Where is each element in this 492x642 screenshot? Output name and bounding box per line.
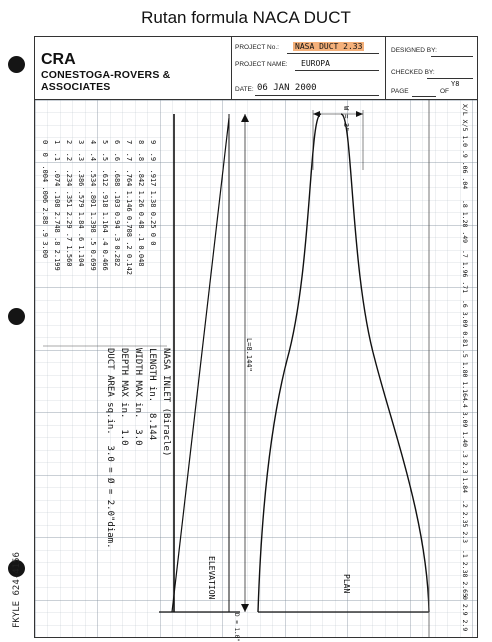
station-row-0: .9 .06 .04 [461,150,469,190]
notes-depth: DEPTH MAX in. 1.0 [119,348,129,446]
punch-hole-middle [8,308,25,325]
date-label: DATE: [235,86,254,93]
width-dimension: W = 3" [342,106,350,132]
station-row-4: .5 1.80 1.164 [461,350,469,401]
length-dimension: L=8.144" [245,338,253,372]
station-row-1: .8 1.28 .49 [461,200,469,244]
table-row-5: 5 .5 .612 .918 1.164 .4 0.466 [101,140,109,271]
project-no-value: NASA DUCT 2.33 [295,42,363,51]
sheet-header [35,37,477,100]
project-no-label: PROJECT No.: [235,44,279,51]
table-row-2: 2 .2 .234 .351 2.29 .7 1.560 [65,140,73,267]
table-row-0: 0 0 .004 .006 2.88 .9 3.00 [41,140,49,259]
calculation-sheet [34,36,478,642]
company-code: CRA [41,51,76,68]
page-label: PAGE [391,88,409,95]
station-row-2: .7 1.96 .71 [461,250,469,294]
project-name-value: EUROPA [301,59,330,68]
of-label: OF [440,88,450,95]
project-name-label: PROJECT NAME: [235,61,288,68]
notes-width: WIDTH MAX in. 3.0 [133,348,143,446]
station-row-8: .1 2.38 2.65 [461,550,469,597]
company-block [35,37,232,99]
table-row-9: 9 .9 .917 1.38 0.25 0 0 [149,140,157,246]
table-row-8: 8 .8 .842 1.26 0.48 .1 0.048 [137,140,145,267]
project-block [231,37,386,99]
punch-hole-top [8,56,25,73]
company-name: CONESTOGA-ROVERS & ASSOCIATES [41,69,171,93]
station-header: X/L X/5 1.0 [461,104,469,148]
depth-dimension: D = 1.0" [233,613,240,642]
station-row-7: .2 2.35 2.3 [461,500,469,544]
table-row-4: 4 .4 .534 .801 1.398 .5 0.699 [89,140,97,271]
table-row-1: 1 .1 .074 .108 2.748 .8 2.199 [53,140,61,271]
station-row-6: .3 2.3 1.84 [461,450,469,494]
page-title: Rutan formula NACA DUCT [141,8,351,27]
checked-by-label: CHECKED BY: [391,69,435,76]
notes-length: LENGTH in. 8.144 [147,348,157,441]
notes-area: DUCT AREA sq.in. 3.0 = Ø = 2.0"diam. [105,348,115,549]
date-value: 06 JAN 2000 [257,83,317,93]
elevation-label: ELEVATION [207,556,216,600]
table-row-6: 6 .6 .688 .103 0.94 .3 0.282 [113,140,121,267]
station-row-9: 0 2.9 2.9 [461,596,469,632]
grid-area [35,100,477,642]
station-row-3: .6 3.09 0.81 [461,300,469,347]
notes-title: NASA INLET (Biracle) [161,348,171,457]
footer-signature: FKYLE 624-4156 [12,552,22,628]
station-row-5: .4 3.09 1.40 [461,400,469,447]
plan-label: PLAN [342,574,351,594]
designed-by-label: DESIGNED BY: [391,47,437,54]
table-row-7: 7 .7 .764 1.146 0.708 .2 0.142 [125,140,133,275]
page-of-value: Y8 [451,80,460,88]
table-row-3: 3 .3 .386 .579 1.84 .6 1.104 [77,140,85,267]
